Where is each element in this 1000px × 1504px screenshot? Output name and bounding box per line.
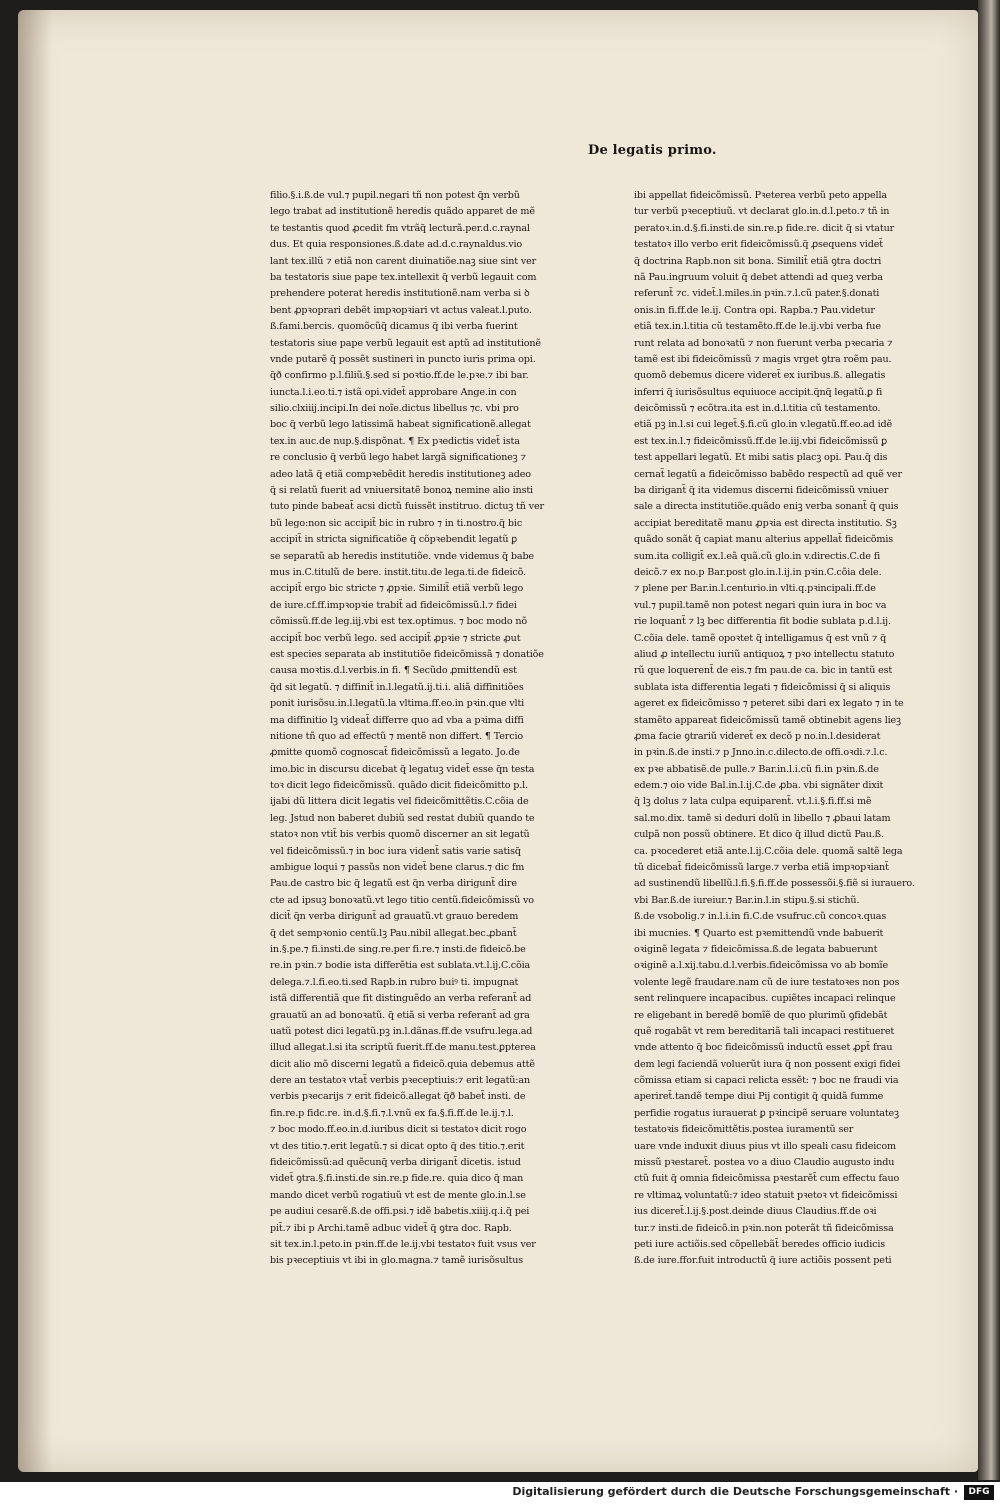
text-line: re conclusio q̃ verbũ lego habet largã significationeꝫ ⁊ — [270, 452, 526, 464]
text-line: de iure.cf.ff.impꝛopꝛie trabit̃ ad fideicõmissũ.l.⁊ fidei — [270, 599, 517, 611]
text-line: videt̃ ꝯtra.§.fi.insti.de sin.re.p fide.re. quia dico q̃ man — [270, 1173, 524, 1185]
text-line: etiã pꝫ in.l.si cui leget̃.§.fi.cũ glo.in v.legatũ.ff.eo.ad idẽ — [634, 419, 893, 431]
text-line: delega.⁊.l.fi.eo.ti.sed Rapb.in rubro buiꝰ ti. impugnat — [270, 976, 519, 988]
dfg-logo: DFG — [964, 1485, 994, 1500]
text-line: testatoꝛis fideicõmittẽtis.postea iuramentũ ser — [634, 1124, 854, 1136]
text-line: culpã non possũ obtinere. Et dico q̃ illud dictũ Pau.ß. — [634, 829, 884, 841]
text-line: ius diceret̃.l.ij.§.post.deinde diuus Claudius.ff.de oꝛi — [634, 1206, 877, 1218]
text-line: est tex.in.l.⁊ fideicõmissũ.ff.de le.iij.vbi fideicõmissũ ꝑ — [634, 435, 888, 447]
text-line: leg. Jstud non baberet dubiũ sed restat dubiũ quando te — [270, 812, 535, 824]
text-line: silio.clxiiij.incipi.In dei noĩe.dictus libellus ⁊c. vbi pro — [270, 403, 519, 415]
text-line: tur verbũ pꝛeceptiuũ. vt declarat glo.in.d.l.peto.⁊ tñ in — [634, 206, 890, 218]
text-line: bent ꝓpꝛoprari debẽt impꝛopꝛiari vt actus valeat.l.puto. — [270, 304, 532, 316]
text-line: vnde attento q̃ boc fideicõmissũ inductũ esset ꝓpt̃ frau — [634, 1042, 893, 1054]
text-line: sit tex.in.l.peto.in pꝛin.ff.de le.ij.vbi testatoꝛ fuit vsus ver — [270, 1239, 536, 1250]
text-line: tur.⁊ insti.de fideicõ.in pꝛin.non poterãt tñ fideicõmissa — [634, 1222, 894, 1234]
text-line: verbis pꝛecarijs ⁊ erit fideicõ.allegat q̃ð babet̃ insti. de — [270, 1091, 526, 1103]
text-line: ad sustinendũ libellũ.l.fi.§.fi.ff.de possessõi.§.fiẽ si iurauero. — [634, 878, 915, 890]
text-line: ⁊ boc modo.ff.eo.in.d.iuribus dicit si testatoꝛ dicit rogo — [270, 1124, 527, 1136]
text-line: sublata ista differentia legati ⁊ fideicõmissi q̃ si aliquis — [634, 681, 891, 693]
text-line: ibi appellat fideicõmissũ. Pꝛeterea verbũ peto appella — [634, 190, 887, 201]
text-line: volente legẽ fraudare.nam cũ de iure testatoꝛes non pos — [634, 976, 900, 988]
text-line: dicit alio mõ discerni legatũ a fideicõ.quia debemus attẽ — [270, 1058, 535, 1070]
text-line: mando dicet verbũ rogatiuũ vt est de mente glo.in.l.se — [270, 1189, 526, 1201]
text-line: quomõ debemus dicere videret̃ ex iuribus.ß. allegatis — [634, 370, 886, 382]
running-head: De legatis primo. — [588, 143, 717, 158]
text-line: ijabi dũ littera dicit legatis vel fideicõmittẽtis.C.cõia de — [270, 796, 529, 808]
text-line: etiã tex.in.l.titia cũ testamẽto.ff.de le.ij.vbi verba fue — [634, 321, 881, 333]
text-line: oꝛiginẽ legata ⁊ fideicõmissa.ß.de legata babuerunt — [634, 943, 878, 955]
text-line: in pꝛin.ß.de insti.⁊ p Jnno.in.c.dilecto.de offi.oꝛdi.⁊.l.c. — [634, 747, 888, 759]
text-line: nã Pau.ingruum voluit q̃ debet attendi ad queꝫ verba — [634, 271, 883, 283]
text-line: oꝛiginẽ a.l.xij.tabu.d.l.verbis.fideicõmissa vo ab bomĩe — [634, 960, 888, 972]
text-line: statoꝛ non vtit̃ bis verbis quomõ discerner an sit legatũ — [270, 829, 530, 841]
text-line: accipit̃ in stricta significatiõe q̃ cõpꝛebendit legatũ ꝑ — [270, 534, 518, 546]
text-line: accipit̃ boc verbũ lego. sed accipit̃ ꝓpꝛie ⁊ stricte ꝓut — [270, 632, 521, 644]
text-line: re vltimaꝝ voluntatũ:⁊ ideo statuit pꝛetoꝛ vt fideicõmissi — [634, 1189, 898, 1201]
text-line: ex pꝛe abbatisẽ.de pulle.⁊ Bar.in.l.i.cũ fi.in pꝛin.ß.de — [634, 763, 879, 775]
funding-credit: Digitalisierung gefördert durch die Deutsche Forschungsgemeinschaft · — [512, 1485, 958, 1498]
text-line: testatoꝛ illo verbo erit fideicõmissũ.q̃ ꝓsequens videt̃ — [634, 239, 883, 251]
text-line: testatoris siue pape verbũ legauit est aptũ ad institutionẽ — [270, 337, 541, 349]
text-line: vnde putarẽ q̃ possẽt sustineri in puncto iuris prima opi. — [270, 353, 536, 365]
text-line: toꝛ dicit lego fideicõmissũ. quãdo dicit fideicõmitto p.l. — [270, 780, 528, 792]
text-line: tũ dicebat̃ fideicõmissũ large.⁊ verba etiã impꝛopꝛiant̃ — [634, 862, 889, 874]
text-line: q̃ doctrina Rapb.non sit bona. Similit̃ etiã ꝯtra doctri — [634, 255, 882, 267]
text-line: boc q̃ verbũ lego latissimã habeat significationẽ.allegat — [270, 419, 531, 431]
text-line: ambigue loqui ⁊ passũs non videt̃ bene clarus.⁊ dic fm — [270, 862, 525, 874]
text-line: cte ad ipsuꝫ bonoꝛatũ.vt lego titio centũ.fideicõmissũ vo — [270, 894, 534, 906]
text-line: causa moꝛtis.d.l.verbis.in fi. ¶ Secũdo ꝓmittendũ est — [270, 665, 517, 677]
text-line: vul.⁊ pupil.tamẽ non potest negari quin iura in boc va — [634, 599, 887, 611]
text-line: re eligebant in beredẽ bomĩẽ de quo plurimũ ꝯfidebãt — [634, 1009, 888, 1021]
text-line: inferri q̃ iurisõsultus equiuoce accipit.q̃nq̃ legatũ.ꝑ fi — [634, 386, 883, 398]
text-line: vt des titio.⁊.erit legatũ.⁊ si dicat opto q̃ des titio.⁊.erit — [270, 1140, 525, 1152]
text-line: adeo latã q̃ etiã compꝛebẽdit heredis institutioneꝫ adeo — [270, 468, 531, 480]
text-line: stamẽto appareat fideicõmissũ tamẽ obtinebit agens lieꝫ — [634, 714, 901, 726]
text-line: ß.fami.bercis. quomõcũq̃ dicamus q̃ ibi verba fuerint — [270, 321, 518, 333]
text-line: sum.ita colligit̃ ex.l.eã quã.cũ glo.in v.directis.C.de fi — [634, 550, 881, 562]
text-line: ß.de iure.ffor.fuit introductũ q̃ iure actiõis possent peti — [634, 1255, 892, 1267]
text-line: missũ pꝛestaret̃. postea vo a diuo Claudio augusto indu — [634, 1157, 895, 1169]
text-line: uatũ potest dici legatũ.pꝫ in.l.dãnas.ff.de vsufru.lega.ad — [270, 1025, 533, 1037]
text-line: bũ lego:non sic accipit̃ bic in rubro ⁊ in ti.nostro.q̃ bic — [270, 517, 523, 529]
text-line: rũ que loquerent̃ de eis.⁊ fm pau.de ca. bic in tantũ est — [634, 665, 893, 677]
text-line: prehendere poterat heredis institutionẽ.nam verba si ꝺ — [270, 288, 530, 300]
text-line: runt relata ad bonoꝛatũ ⁊ non fuerunt verba pꝛecaria ⁊ — [634, 337, 893, 349]
text-line: quãdo sonãt q̃ capiat manu alterius appellat̃ fideicõmis — [634, 534, 894, 546]
text-line: dicit̃ q̃n verba dirigunt̃ ad grauatũ.vt grauo beredem — [270, 911, 519, 923]
text-line: perfidie rogatus iurauerat ꝑ pꝛincipẽ seruare voluntateꝫ — [634, 1107, 899, 1119]
text-line: te testantis quod ꝓcedit fm vtrãq̃ lecturã.per.d.c.raynal — [270, 222, 530, 234]
text-line: tamẽ est ibi fideicõmissũ ⁊ magis vrget ꝯtra roẽm pau. — [634, 353, 892, 365]
text-line: lant tex.illũ ⁊ etiã non carent diuinatiõe.naꝫ siue sint ver — [270, 255, 537, 267]
text-line: nitione tñ quo ad effectũ ⁊ mentẽ non differt. ¶ Tercio — [270, 730, 524, 742]
text-line: pe audiui cesarẽ.ß.de offi.psi.⁊ idẽ babetis.xiiij.q.i.q̃ pei — [270, 1206, 530, 1218]
text-line: ba testatoris siue pape tex.intellexit q̃ verbũ legauit com — [270, 271, 537, 283]
text-line: sale a directa institutiõe.quãdo eniꝫ verba sonant̃ q̃ quis — [634, 501, 899, 513]
text-line: edem.⁊ oio vide Bal.in.l.ij.C.de ꝓba. vbi signãter dixit — [634, 780, 884, 792]
text-line: est species separata ab institutiõe fideicõmissã ⁊ donatiõe — [270, 648, 544, 660]
text-line: accipit̃ ergo bic stricte ⁊ ꝓpꝛie. Similit̃ etiã verbũ lego — [270, 583, 524, 595]
text-line: illud allegat.l.si ita scriptũ fuerit.ff.de manu.test.ꝑpterea — [270, 1042, 536, 1054]
text-line: mus in.C.titulũ de bere. instit.titu.de lega.ti.de fideicõ. — [270, 566, 526, 578]
text-line: fideicõmissũ:ad quẽcunq̃ verba dirigant̃ dicetis. istud — [270, 1157, 521, 1169]
book-edge — [978, 0, 1000, 1480]
text-line: rie loquant̃ ⁊ lꝫ bec differentia fit bodie sublata p.d.l.ij. — [634, 616, 891, 628]
text-line: dem legi faciendã voluerũt iura q̃ non possent exigi fidei — [634, 1058, 901, 1070]
text-line: dus. Et quia responsiones.ß.date ad.d.c.raynaldus.vio — [270, 239, 523, 251]
text-line: Pau.de castro bic q̃ legatũ est q̃n verba dirigunt̃ dire — [270, 878, 517, 890]
text-line: q̃ det sempꝛonio centũ.lꝫ Pau.nibil allegat.bec.ꝓbant̃ — [270, 927, 517, 939]
text-line: ꝓma facie ꝯtrariũ videret̃ ex decõ p no.in.l.desiderat — [634, 730, 881, 742]
text-line: q̃ð confirmo p.l.filiũ.§.sed si poꝛtio.ff.de le.pꝛe.⁊ ibi bar. — [270, 370, 529, 382]
text-line: lego trabat ad institutionẽ heredis quãdo apparet de mẽ — [270, 206, 535, 218]
text-line: ß.de vsobolig.⁊ in.l.i.in fi.C.de vsufruc.cũ concoꝛ.quas — [634, 911, 887, 923]
text-line: uare vnde induxit diuus pius vt illo speali casu fideicom — [634, 1140, 896, 1152]
text-line: in.§.pe.⁊ fi.insti.de sing.re.per fi.re.⁊ insti.de fideicõ.be — [270, 943, 526, 955]
text-line: tuto pinde babeat̃ acsi dictũ fuissẽt institruo. dictuꝫ tñ ver — [270, 501, 544, 513]
text-line: cõmissũ.ff.de leg.iij.vbi est tex.optimus. ⁊ boc modo nõ — [270, 616, 528, 628]
book-page — [18, 10, 978, 1472]
text-line: vel fideicõmissũ.⁊ in boc iura vident̃ satis varie satisq̃ — [270, 845, 521, 857]
text-line: C.cõia dele. tamẽ opoꝛtet q̃ intelligamus q̃ est vnũ ⁊ q̃ — [634, 632, 887, 644]
text-line: quẽ rogabãt vt rem bereditariã tali incapaci restitueret — [634, 1025, 895, 1037]
text-line: tex.in auc.de nup.§.dispõnat. ¶ Ex pꝛedictis videt̃ ista — [270, 435, 520, 447]
text-line: test appellari legatũ. Et mibi satis placꝫ opi. Pau.q̃ dis — [634, 452, 888, 464]
text-line: pit̃.⁊ ibi p Archi.tamẽ adbuc videt̃ q̃ ꝯtra doc. Rapb. — [270, 1222, 512, 1234]
right-text-column — [634, 188, 926, 1270]
text-line: peti iure actiõis.sed cõpellebãt̃ beredes officio iudicis — [634, 1239, 886, 1250]
text-line: peratoꝛ.in.d.§.fi.insti.de sin.re.p fide.re. dicit q̃ si vtatur — [634, 222, 895, 234]
text-line: ctũ fuit q̃ omnia fideicõmissa pꝛestarẽt̃ cum effectu fauo — [634, 1173, 900, 1185]
text-line: re.in pꝛin.⁊ bodie ista differẽtia est sublata.vt.l.ij.C.cõia — [270, 960, 531, 972]
text-line: q̃ si relatũ fuerit ad vniuersitatẽ bonoꝝ nemine alio insti — [270, 485, 533, 497]
text-line: sent relinquere incapacibus. cupiẽtes incapaci relinque — [634, 993, 896, 1005]
text-line: ba dirigant̃ q̃ ita videmus discerni fideicõmissũ vniuer — [634, 485, 889, 497]
text-line: ca. pꝛocederet etiã ante.l.ij.C.cõia dele. quomã saltẽ lega — [634, 845, 903, 857]
text-line: referunt̃ ⁊c. videt̃.l.miles.in pꝛin.⁊.l.cũ pater.§.donati — [634, 288, 880, 300]
text-line: vbi Bar.ß.de iureiur.⁊ Bar.in.l.in stipu.§.si stichũ. — [634, 894, 860, 906]
text-line: ageret ex fideicõmisso ⁊ peteret sibi dari ex legato ⁊ in te — [634, 698, 904, 710]
text-line: accipiat bereditatẽ manu ꝓpꝛia est directa institutio. Sꝫ — [634, 517, 897, 529]
text-line: filio.§.i.ß.de vul.⁊ pupil.negari tñ non potest q̃n verbũ — [270, 190, 520, 201]
text-line: imo.bic in discursu dicebat q̃ legatuꝫ videt̃ esse q̃n testa — [270, 763, 535, 775]
text-line: q̃ lꝫ dolus ⁊ lata culpa equiparent̃. vt.l.i.§.fi.ff.si mẽ — [634, 796, 872, 808]
text-line: deicõmissũ ⁊ ecõtra.ita est in.d.l.titia cũ testamento. — [634, 403, 881, 415]
text-line: deicõ.⁊ ex no.p Bar.post glo.in.l.ij.in pꝛin.C.cõia dele. — [634, 566, 882, 578]
left-text-column — [270, 188, 562, 1270]
text-line: istã differentiã que fit distinguẽdo an verba referant̃ ad — [270, 993, 532, 1005]
text-line: grauatũ an ad bonoꝛatũ. q̃ etiã si verba referant̃ ad gra — [270, 1009, 530, 1021]
text-line: dere an testatoꝛ vtat̃ verbis pꝛeceptiuis:⁊ erit legatũ:an — [270, 1075, 530, 1087]
text-line: ibi mucnies. ¶ Quarto est pꝛemittendũ vnde babuerit — [634, 927, 884, 939]
text-line: ponit iurisõsu.in.l.legatũ.la vltima.ff.eo.in pꝛin.que vlti — [270, 698, 525, 710]
text-line: iuncta.l.i.eo.ti.⁊ istã opi.videt̃ approbare Ange.in con — [270, 386, 517, 398]
text-line: aperiret̃.tandẽ tempe diui Pij contigit q̃ quidã fumme — [634, 1091, 884, 1103]
footer-bar — [0, 1482, 1000, 1504]
text-line: sal.mo.dix. tamẽ si deduri dolũ in libello ⁊ ꝓbaui latam — [634, 812, 891, 824]
text-line: cõmissa etiam si capaci relicta essẽt: ⁊ boc ne fraudi via — [634, 1075, 899, 1087]
text-line: ⁊ plene per Bar.in.l.centurio.in vlti.q.pꝛincipali.ff.de — [634, 583, 876, 595]
text-line: fin.re.p fidc.re. in.d.§.fi.⁊.l.vnũ ex fa.§.fi.ff.de le.ij.⁊.l. — [270, 1107, 514, 1119]
text-line: se separatũ ab heredis institutiõe. vnde videmus q̃ babe — [270, 550, 534, 562]
text-line: cernat̃ legatũ a fideicõmisso babẽdo respectũ ad quẽ ver — [634, 468, 902, 480]
text-line: onis.in fi.ff.de le.ij. Contra opi. Rapba.⁊ Pau.videtur — [634, 304, 875, 316]
text-line: ma diffinitio lꝫ videat̃ differre quo ad vba a pꝛima diffi — [270, 714, 524, 726]
text-line: q̃d sit legatũ. ⁊ diffinit̃ in.l.legatũ.ij.ti.i. aliã diffinitiões — [270, 681, 524, 693]
text-line: bis pꝛeceptiuis vt ibi in glo.magna.⁊ tamẽ iurisõsultus — [270, 1255, 524, 1267]
text-line: ꝓmitte quomõ cognoscat̃ fideicõmissũ a legato. Jo.de — [270, 747, 520, 759]
text-line: aliud ꝓ intellectu iuriũ antiquoꝝ ⁊ pꝛo intellectu statuto — [634, 648, 895, 660]
